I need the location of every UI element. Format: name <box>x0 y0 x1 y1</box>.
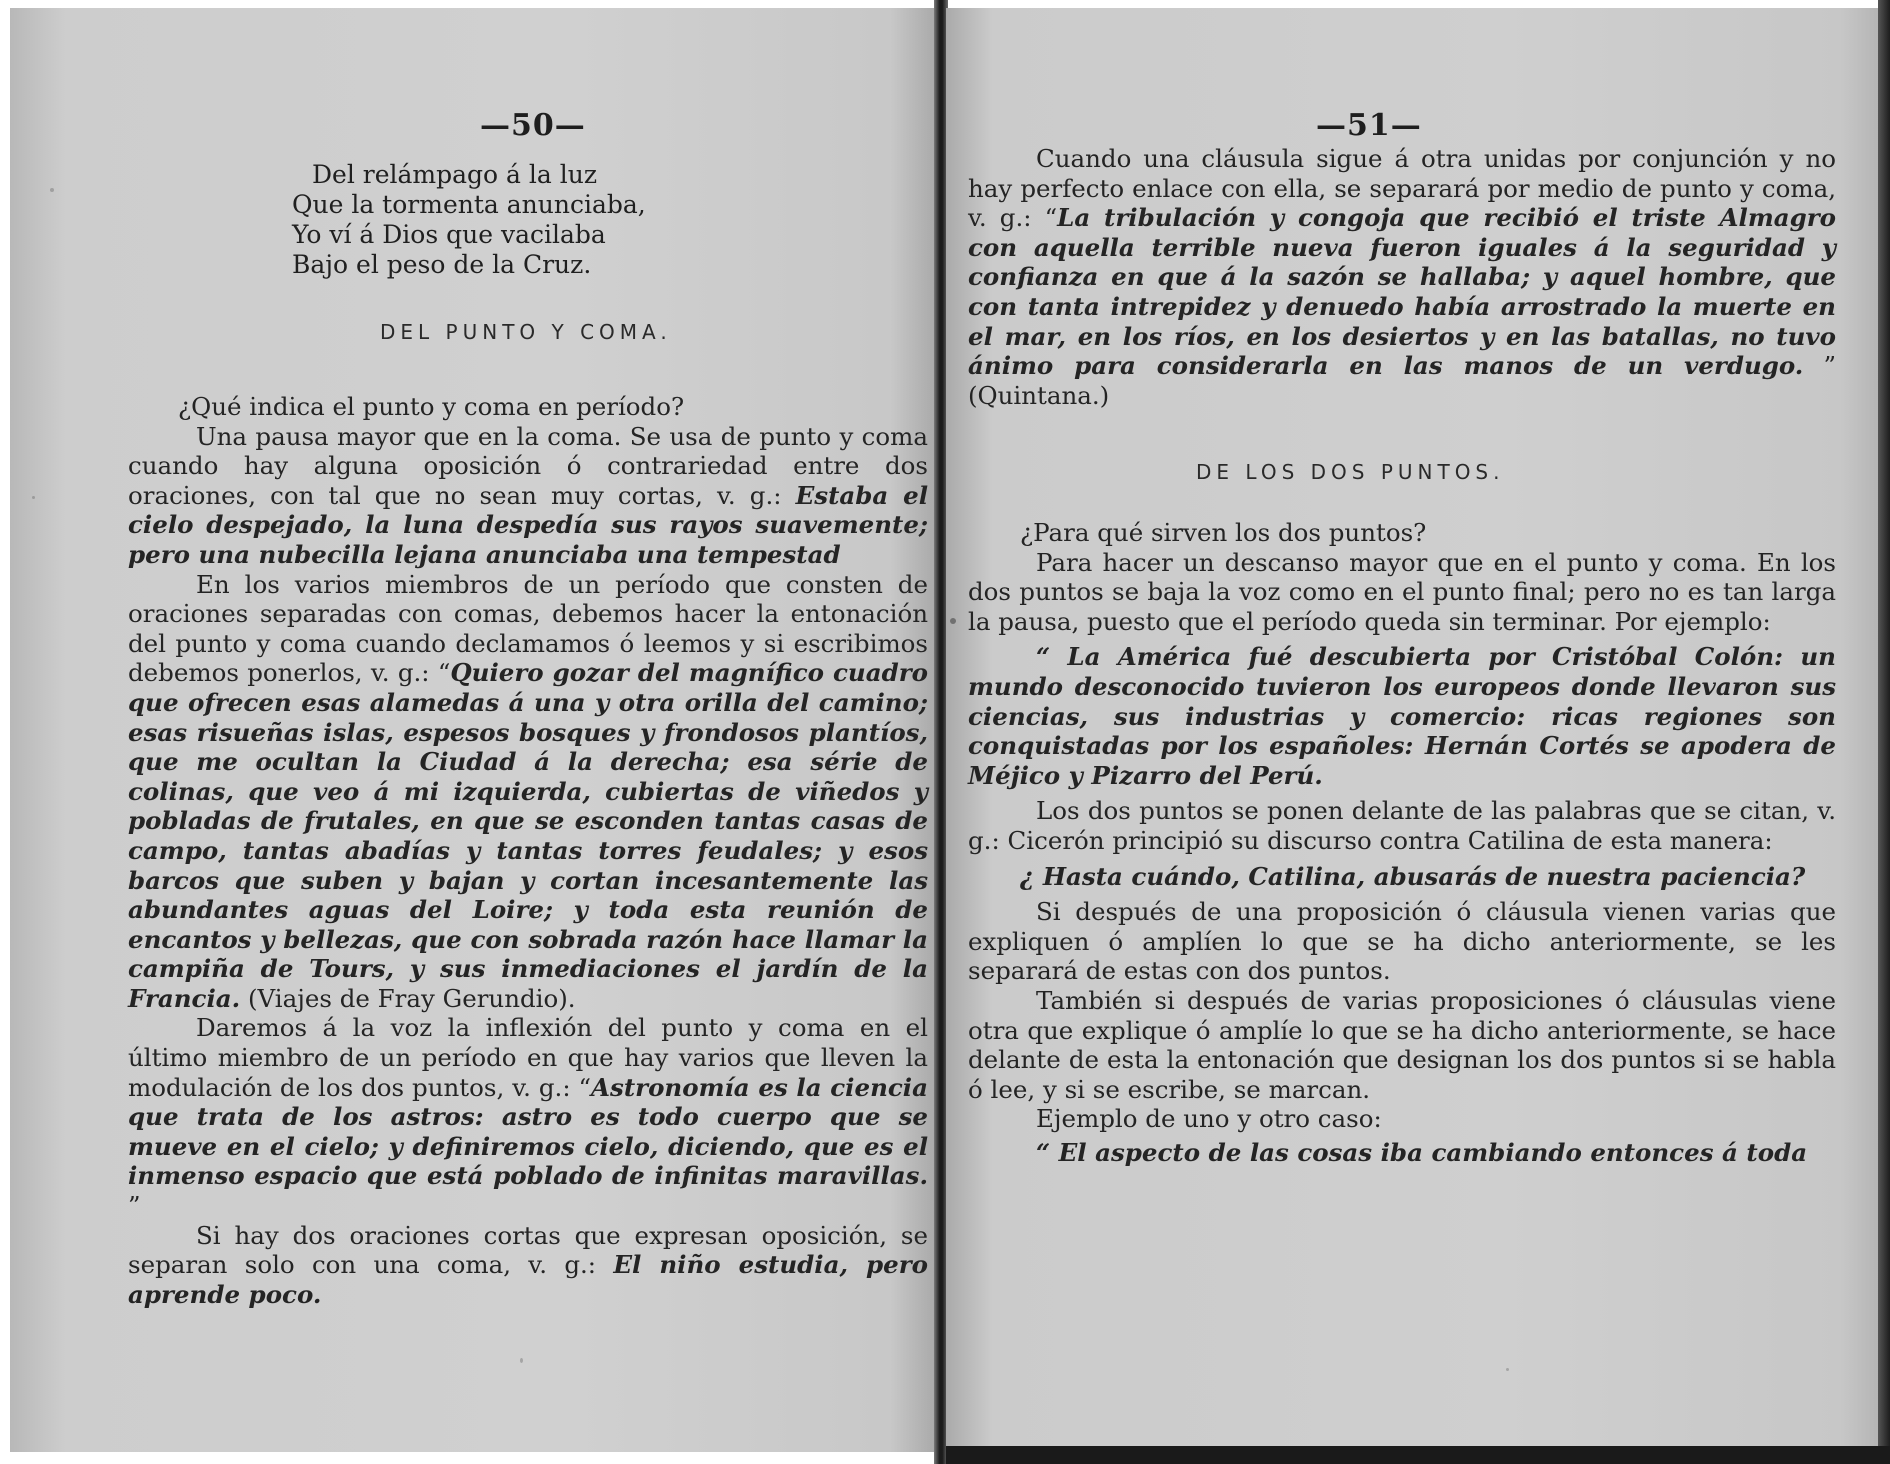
left-page <box>10 8 936 1452</box>
paragraph: Ejemplo de uno y otro caso: <box>1036 1104 1382 1134</box>
paragraph: Si después de una proposición ó cláusula vienen varias que expliquen ó amplíen lo que se ha dicho anteriormente, se les separará de estas con dos puntos. <box>968 897 1836 986</box>
bottom-book-edge <box>946 1446 1890 1464</box>
paragraph-text: Si hay dos oraciones cortas que expresan oposición, se separan solo con una coma, v. g.: <box>128 1220 928 1280</box>
source-citation: (Viajes de Fray Gerundio). <box>240 983 576 1013</box>
example-text: Astronomía es la ciencia que trata de los astros: astro es todo cuerpo que se mueve en el cielo; y definiremos cielo, diciendo, que es el inmenso espacio que está poblado de infinitas maravillas. <box>128 1072 928 1191</box>
verse-line: Del relámpago á la luz <box>312 160 598 189</box>
paragraph-text: Cuando una cláusula sigue á otra unidas por conjunción y no hay perfecto enlace con ella, se separará por medio de punto y coma, v. g.: “ <box>968 144 1836 233</box>
example-text: La tribulación y congoja que recibió el triste Almagro con aquella terrible nueva fueron iguales á la seguridad y confianza en que á la sazón se hallaba; y aquel hombre, que con tanta intrepidez y denuedo había arrostrado la muerte en el mar, en los ríos, en los desiertos y en las batallas, no tuvo ánimo para considerarla en las manos de un verdugo. <box>968 203 1836 381</box>
paragraph <box>128 1013 928 1220</box>
verse-line: Bajo el peso de la Cruz. <box>292 250 592 279</box>
right-body-text-top <box>968 144 1836 410</box>
right-page-number: —51— <box>1316 108 1422 143</box>
right-page <box>946 8 1878 1452</box>
paragraph <box>128 422 928 570</box>
paper-speck <box>950 618 956 624</box>
example-paragraph: ¿ Hasta cuándo, Catilina, abusarás de nuestra paciencia? <box>1020 861 1806 891</box>
paragraph-text: Los dos puntos se ponen delante de las palabras que se citan, v. g.: Cicerón principió su discurso contra Catilina de esta manera: <box>968 796 1836 855</box>
paper-speck <box>32 496 35 499</box>
paragraph: También si después de varias proposiciones ó cláusulas viene otra que explique ó amplíe lo que se ha dicho anteriormente, se hace delante de esta la entonación que designan los dos puntos si se habla ó lee, y si se escribe, se marcan. <box>968 985 1836 1104</box>
paragraph <box>128 1221 928 1310</box>
example-text: Estaba el cielo despejado, la luna despedía sus rayos suavemente; pero una nubecilla lejana anunciaba una tempestad <box>128 480 929 569</box>
closing-quote: ” <box>128 1191 141 1221</box>
right-body-text <box>968 518 1836 1167</box>
verse-line: Que la tormenta anunciaba, <box>292 190 646 219</box>
section-heading-punto-y-coma: DEL PUNTO Y COMA. <box>380 320 672 344</box>
question-punto-y-coma: ¿Qué indica el punto y coma en período? <box>178 392 685 421</box>
right-book-edge <box>1878 0 1890 1464</box>
paper-speck <box>1506 1368 1509 1371</box>
paragraph-text: Para hacer un descanso mayor que en el punto y coma. En los dos puntos se baja la voz como en el punto final; pero no es tan larga la pausa, puesto que el período queda sin terminar. Por ejemplo: <box>968 547 1836 636</box>
section-heading-dos-puntos: DE LOS DOS PUNTOS. <box>1196 460 1505 484</box>
paragraph-text: Una pausa mayor que en la coma. Se usa de punto y coma cuando hay alguna oposición ó contrariedad entre dos oraciones, con tal que no sean muy cortas, v. g.: <box>128 421 928 510</box>
paragraph-text: En los varios miembros de un período que consten de oraciones separadas con comas, debemos hacer la entonación del punto y coma cuando declamamos ó leemos y si escribimos debemos ponerlos, v. g.: “ <box>128 569 928 688</box>
question-dos-puntos: ¿Para qué sirven los dos puntos? <box>1020 518 1427 547</box>
verse-line: Yo ví á Dios que vacilaba <box>292 220 606 249</box>
paper-speck <box>520 1358 523 1363</box>
paragraph <box>128 570 928 1014</box>
paper-speck <box>50 188 54 192</box>
example-paragraph: “ El aspecto de las cosas iba cambiando entonces á toda <box>1036 1137 1808 1167</box>
example-text: Quiero gozar del magnífico cuadro que ofrecen esas alamedas á una y otra orilla del camino; esas risueñas islas, espesos bosques y frondosos plantíos, que me ocultan la Ciudad á la derecha; esa série de colinas, que veo á mi izquierda, cubiertas de viñedos y pobladas de frutales, en que se esconden tantas casas de campo, tantas abadías y tantas torres feudales; y esos barcos que suben y bajan y cortan incesantemente las abundantes aguas del Loire; y toda esta reunión de encantos y bellezas, que con sobrada razón hace llamar la campiña de Tours, y sus inmediaciones el jardín de la Francia. <box>128 658 928 1013</box>
example-text: El niño estudia, pero aprende poco. <box>128 1250 928 1309</box>
paragraph <box>968 548 1836 637</box>
paragraph-text: Daremos á la voz la inflexión del punto y coma en el último miembro de un período en que hay varios que lleven la modulación de los dos puntos, v. g.: “ <box>128 1013 928 1102</box>
source-citation: ” (Quintana.) <box>968 351 1836 410</box>
example-paragraph: “ La América fué descubierta por Cristóbal Colón: un mundo desconocido tuvieron los europeos donde llevaron sus ciencias, sus industrias y comercio: ricas regiones son conquistadas por los españoles: Hernán Cortés se apodera de Méjico y Pizarro del Perú. <box>968 642 1836 790</box>
left-body-text <box>128 392 928 1309</box>
paragraph <box>968 144 1836 410</box>
verse-stanza <box>292 160 646 280</box>
paragraph <box>968 796 1836 855</box>
left-page-number: —50— <box>480 108 586 143</box>
